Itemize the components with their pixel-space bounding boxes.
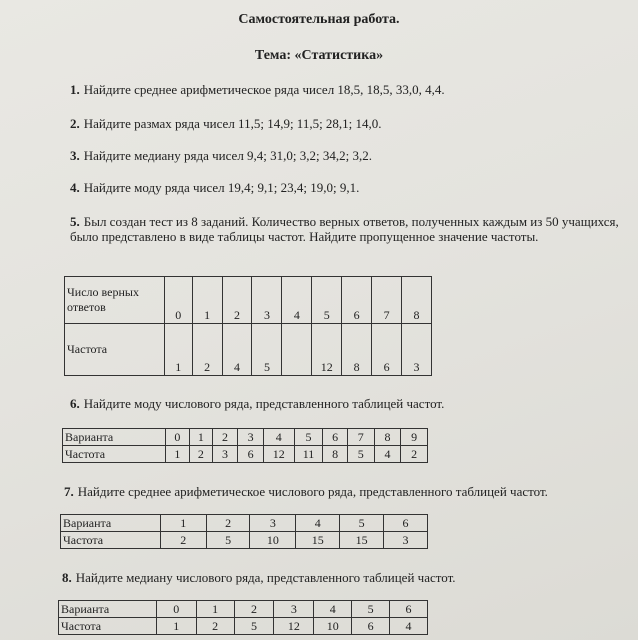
table8-row2-label: Частота	[59, 618, 157, 635]
table5-freq: 8	[342, 324, 372, 376]
table8-freq: 5	[234, 618, 274, 635]
table5-freq: 5	[252, 324, 282, 376]
table8-freq: 10	[314, 618, 352, 635]
task-3: 3. Найдите медиану ряда чисел 9,4; 31,0; 3,2; 34,2; 3,2.	[70, 148, 373, 163]
table7-freq: 15	[340, 532, 384, 549]
task-2: 2. Найдите размах ряда чисел 11,5; 14,9; 11,5; 28,1; 14,0.	[70, 116, 382, 131]
table8-value: 3	[274, 601, 314, 618]
task-8: 8. Найдите медиану числового ряда, представленного таблицей частот.	[62, 570, 456, 585]
table6-value: 5	[294, 429, 323, 446]
table5-freq: 3	[402, 324, 432, 376]
table7-value: 6	[384, 515, 428, 532]
table7-row2-label: Частота	[61, 532, 161, 549]
table7-row1-label: Варианта	[61, 515, 161, 532]
table5-value: 7	[372, 277, 402, 324]
table7-row-freqs	[61, 532, 428, 549]
table6-freq: 12	[263, 446, 294, 463]
table5-value: 1	[192, 277, 222, 324]
table5-value: 2	[222, 277, 252, 324]
task-4: 4. Найдите моду ряда чисел 19,4; 9,1; 23,4; 19,0; 9,1.	[70, 180, 360, 195]
frequency-table-7	[60, 514, 428, 549]
table6-freq: 3	[212, 446, 238, 463]
table8-value: 4	[314, 601, 352, 618]
table6-freq: 6	[238, 446, 264, 463]
table8-freq: 4	[390, 618, 428, 635]
table6-value: 9	[401, 429, 428, 446]
table8-row-freqs	[59, 618, 428, 635]
table5-value: 3	[252, 277, 282, 324]
table5-value: 5	[312, 277, 342, 324]
table8-freq: 1	[156, 618, 196, 635]
table5-freq: 12	[312, 324, 342, 376]
table7-freq: 10	[250, 532, 296, 549]
table5-value: 4	[282, 277, 312, 324]
table6-row-values	[63, 429, 428, 446]
table8-value: 5	[352, 601, 390, 618]
table7-row-values	[61, 515, 428, 532]
table5-row-values	[65, 277, 432, 324]
table6-freq: 11	[294, 446, 323, 463]
table5-row2-label: Частота	[65, 324, 165, 376]
table8-row-values	[59, 601, 428, 618]
frequency-table-8	[58, 600, 428, 635]
table6-freq: 1	[165, 446, 190, 463]
page-title: Самостоятельная работа.	[238, 12, 400, 27]
table6-value: 3	[238, 429, 264, 446]
table5-freq: 2	[192, 324, 222, 376]
table6-freq: 2	[401, 446, 428, 463]
table6-value: 1	[190, 429, 213, 446]
task-6: 6. Найдите моду числового ряда, представленного таблицей частот.	[70, 396, 445, 411]
table6-freq: 5	[347, 446, 374, 463]
table7-freq: 2	[160, 532, 206, 549]
table6-freq: 2	[190, 446, 213, 463]
frequency-table-6	[62, 428, 428, 463]
table7-value: 1	[160, 515, 206, 532]
table8-freq: 6	[352, 618, 390, 635]
table6-freq: 8	[323, 446, 348, 463]
table8-freq: 2	[196, 618, 234, 635]
table5-freq: 6	[372, 324, 402, 376]
table7-freq: 5	[206, 532, 250, 549]
table8-value: 1	[196, 601, 234, 618]
table8-value: 6	[390, 601, 428, 618]
table7-value: 5	[340, 515, 384, 532]
table6-row-freqs	[63, 446, 428, 463]
table6-row1-label: Варианта	[63, 429, 166, 446]
task-5: 5. Был создан тест из 8 заданий. Количество верных ответов, полученных каждым из 50 учащихся, было представлено в виде таблицы частот. Найдите пропущенное значение частоты.	[70, 214, 619, 244]
table5-row-freqs	[65, 324, 432, 376]
table5-value: 6	[342, 277, 372, 324]
table6-value: 8	[374, 429, 401, 446]
table6-row2-label: Частота	[63, 446, 166, 463]
frequency-table-5	[64, 276, 432, 376]
table5-value: 8	[402, 277, 432, 324]
table7-freq: 15	[296, 532, 340, 549]
table7-value: 3	[250, 515, 296, 532]
table7-value: 2	[206, 515, 250, 532]
table8-value: 0	[156, 601, 196, 618]
table5-freq-missing	[282, 324, 312, 376]
table5-row1-label: Число верных ответов	[65, 277, 165, 324]
task-1: 1. Найдите среднее арифметическое ряда чисел 18,5, 18,5, 33,0, 4,4.	[70, 82, 445, 97]
table7-freq: 3	[384, 532, 428, 549]
table5-freq: 1	[164, 324, 192, 376]
table7-value: 4	[296, 515, 340, 532]
table6-value: 0	[165, 429, 190, 446]
page-topic: Тема: «Статистика»	[254, 48, 384, 63]
table8-value: 2	[234, 601, 274, 618]
table6-value: 7	[347, 429, 374, 446]
table8-row1-label: Варианта	[59, 601, 157, 618]
table5-value: 0	[164, 277, 192, 324]
task-7: 7. Найдите среднее арифметическое числового ряда, представленного таблицей частот.	[64, 484, 548, 499]
table6-value: 4	[263, 429, 294, 446]
table8-freq: 12	[274, 618, 314, 635]
table6-value: 6	[323, 429, 348, 446]
table5-freq: 4	[222, 324, 252, 376]
table6-freq: 4	[374, 446, 401, 463]
table6-value: 2	[212, 429, 238, 446]
